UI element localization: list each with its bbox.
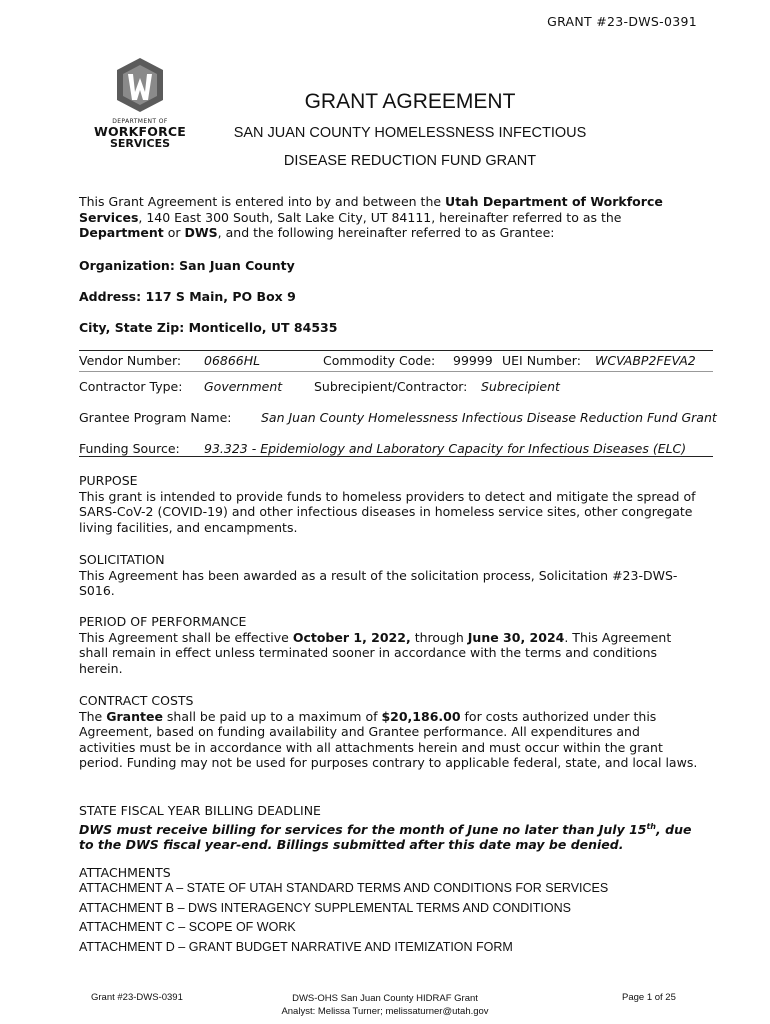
footer-page-number: Page 1 of 25 [622,992,676,1003]
attachment-item: ATTACHMENT B – DWS INTERAGENCY SUPPLEMENTAL TERMS AND CONDITIONS [79,900,571,915]
attachment-item: ATTACHMENT D – GRANT BUDGET NARRATIVE AND ITEMIZATION FORM [79,939,513,954]
intro-paragraph: This Grant Agreement is entered into by and between the Utah Department of Workforce Services, 140 East 300 South, Salt Lake City, UT 84111, hereinafter referred to as the Department or DWS, and the following hereinafter referred to as Grantee: [79,194,663,241]
info-table-top-border [79,350,713,351]
grantee-address: Address: 117 S Main, PO Box 9 [79,289,296,304]
solicitation-section [79,552,699,599]
solicitation-heading: SOLICITATION [79,552,165,567]
logo-services: SERVICES [109,137,171,150]
program-name-label: Grantee Program Name: [79,410,232,425]
attachment-item: ATTACHMENT C – SCOPE OF WORK [79,920,296,934]
document-title: GRANT AGREEMENT [304,90,516,113]
footer-grant-number: Grant #23-DWS-0391 [91,992,183,1003]
subrecipient-value: Subrecipient [481,379,560,394]
period-text: This Agreement shall be effective October 1, 2022, through June 30, 2024. This Agreement shall remain in effect unless terminated sooner in accordance with the terms and conditions herein. [79,629,672,676]
attachments-list [79,881,608,959]
subrecipient-label: Subrecipient/Contractor: [314,379,468,394]
grantee-city: City, State Zip: Monticello, UT 84535 [79,320,338,335]
attachment-item: ATTACHMENT A – STATE OF UTAH STANDARD TERMS AND CONDITIONS FOR SERVICES [79,881,609,895]
contractor-type-value: Government [204,379,283,394]
contract-costs-text: The Grantee shall be paid up to a maximum of $20,186.00 for costs authorized under this Agreement, based on funding availability and Grantee performance. All expenditures and activities must be in accordance with all attachments herein and must occur within the grant period. Funding may not be used for purposes contrary to applicable federal, state, and local laws. [79,708,698,771]
funding-source-label: Funding Source: [79,441,180,456]
document-subtitle-line1: SAN JUAN COUNTY HOMELESSNESS INFECTIOUS [233,125,587,141]
info-table-bottom-border [79,456,713,457]
contract-costs-heading: CONTRACT COSTS [79,693,194,708]
footer-analyst: Analyst: Melissa Turner; melissaturner@utah.gov [281,1005,489,1017]
billing-deadline-section [79,803,699,853]
purpose-text: This grant is intended to provide funds to homeless providers to detect and mitigate the spread of SARS-CoV-2 (COVID-19) and other infectious diseases in homeless service sites, other congregate living facilities, and encampments. [79,488,696,535]
contract-costs-section [79,693,699,771]
program-name-value: San Juan County Homelessness Infectious Disease Reduction Fund Grant [261,410,717,425]
info-table-divider [79,371,713,372]
contractor-type-label: Contractor Type: [79,379,183,394]
footer-center [235,993,535,1018]
document-subtitle-line2: DISEASE REDUCTION FUND GRANT [283,153,537,169]
funding-source-value: 93.323 - Epidemiology and Laboratory Capacity for Infectious Diseases (ELC) [204,441,687,456]
purpose-section [79,473,699,535]
commodity-code-label: Commodity Code: [323,353,436,368]
solicitation-text: This Agreement has been awarded as a result of the solicitation process, Solicitation #23-DWS-S016. [79,567,678,599]
billing-deadline-text: DWS must receive billing for services for the month of June no later than July 15th, due to the DWS fiscal year-end. Billings submitted after this date may be denied. [79,821,692,853]
logo-department: DEPARTMENT OF [112,118,168,125]
uei-number-label: UEI Number: [502,353,581,368]
attachments-heading: ATTACHMENTS [79,865,171,880]
grant-number-header: GRANT #23-DWS-0391 [547,14,697,29]
grantee-organization: Organization: San Juan County [79,258,295,273]
uei-number-value: WCVABP2FEVA2 [595,353,696,368]
logo-workforce: WORKFORCE [93,124,187,139]
vendor-number-value: 06866HL [204,353,261,368]
commodity-code-value: 99999 [453,353,493,368]
purpose-heading: PURPOSE [79,473,138,488]
period-heading: PERIOD OF PERFORMANCE [79,614,247,629]
vendor-number-label: Vendor Number: [79,353,182,368]
billing-deadline-heading: STATE FISCAL YEAR BILLING DEADLINE [79,803,321,818]
period-section [79,614,699,676]
footer-grant-name: DWS-OHS San Juan County HIDRAF Grant [292,993,478,1004]
